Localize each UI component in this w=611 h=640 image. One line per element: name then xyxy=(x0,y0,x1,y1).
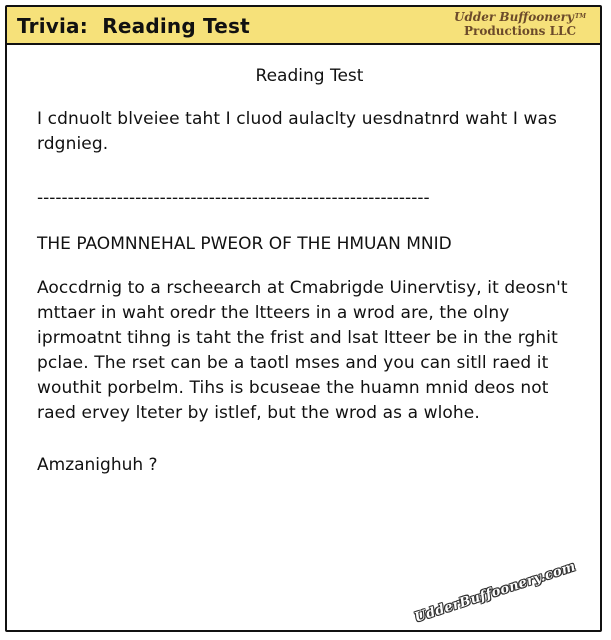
trademark-mark: TM xyxy=(574,13,586,20)
site-watermark: UdderBuffoonery.com xyxy=(413,559,579,626)
intro-paragraph: I cdnuolt blveiee taht I cluod aulaclty uesdnatnrd waht I was rdgnieg. xyxy=(37,109,557,154)
header-title: Trivia: Reading Test xyxy=(17,14,250,38)
body-paragraph: Aoccdrnig to a rscheearch at Cmabrigde Uinervtisy, it deosn't mttaer in waht oredr the ltteers in a wrod are, the olny iprmoatnt tihng is taht the frist and lsat ltteer be in the rghit pclae. The rset can be a taotl mses and you can sitll raed it wouthit porbelm. Tihs is bcuseae the huamn mnid deos not raed ervey lteter by istlef, but the wrod as a wlohe. xyxy=(37,278,568,423)
brand-line2: Productions LLC xyxy=(464,24,576,38)
document-body xyxy=(37,65,582,476)
dashed-divider: ---------------------------------------------------------------- xyxy=(37,188,430,208)
document-title: Reading Test xyxy=(255,66,364,86)
section-headline: THE PAOMNNEHAL PWEOR OF THE HMUAN MNID xyxy=(37,234,452,254)
brand-logo xyxy=(454,10,586,38)
header-bar xyxy=(7,7,600,45)
brand-line1: Udder Buffoonery™ xyxy=(454,10,586,24)
trivia-card xyxy=(5,5,602,632)
closing-line: Amzanighuh ? xyxy=(37,455,158,475)
